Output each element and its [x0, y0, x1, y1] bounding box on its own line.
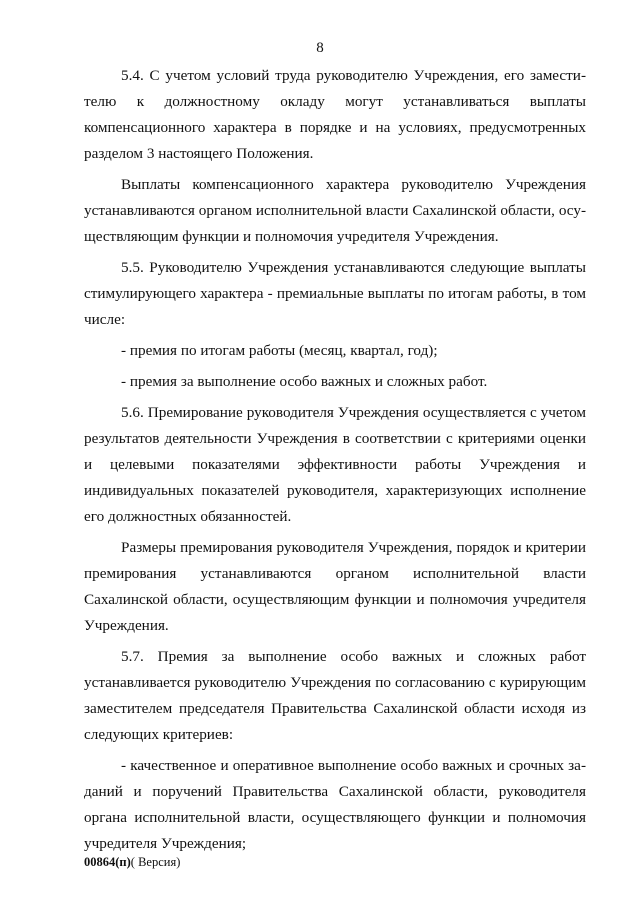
document-code: 00864(п) — [84, 855, 131, 869]
document-footer — [84, 854, 180, 870]
page-number: 8 — [316, 40, 324, 56]
paragraph-5-5: 5.5. Руководителю Учреждения устанавливаются следующие выплаты стимулирующего характера - премиальные выплаты по итогам работы, в том числе: — [84, 259, 586, 328]
paragraph-5-6: 5.6. Премирование руководителя Учреждения осуществляется с учетом результатов деятельности Учреждения в соответствии с критериями оценки и целевыми показателями эффективности работы Учреждения и индивидуальных показателей руководителя, характеризующих исполнение его должностных обязанностей. — [84, 404, 586, 525]
document-version: ( Версия) — [130, 855, 181, 869]
paragraph-5-7: 5.7. Премия за выполнение особо важных и сложных работ устанавливается руководителю Учреждения по согласованию с курирующим заместителем председателя Правительства Сахалинской области исходя из следующих критериев: — [84, 648, 586, 743]
paragraph-bonus-amounts: Размеры премирования руководителя Учреждения, порядок и критерии премирования устанавливаются органом исполнительной власти Сахалинской области, осуществляющим функции и полномочия учредителя Учреждения. — [84, 539, 586, 634]
list-item-criteria-quality: - качественное и оперативное выполнение особо важных и срочных заданий и поручений Правительства Сахалинской области, руководителя органа исполнительной власти, осуществляющего функции и полномочия учредителя Учреждения; — [84, 757, 586, 852]
paragraph-5-4: 5.4. С учетом условий труда руководителю Учреждения, его заместителю к должностному окладу могут устанавливаться выплаты компенсационного характера в порядке и на условиях, предусмотренных разделом 3 настоящего Положения. — [84, 67, 586, 162]
list-item-bonus-period: - премия по итогам работы (месяц, квартал, год); — [121, 342, 438, 359]
document-body — [84, 63, 586, 862]
paragraph-compensation-payments: Выплаты компенсационного характера руководителю Учреждения устанавливаются органом исполнительной власти Сахалинской области, осуществляющим функции и полномочия учредителя Учреждения. — [84, 176, 586, 245]
list-item-bonus-important-work: - премия за выполнение особо важных и сложных работ. — [121, 373, 488, 390]
